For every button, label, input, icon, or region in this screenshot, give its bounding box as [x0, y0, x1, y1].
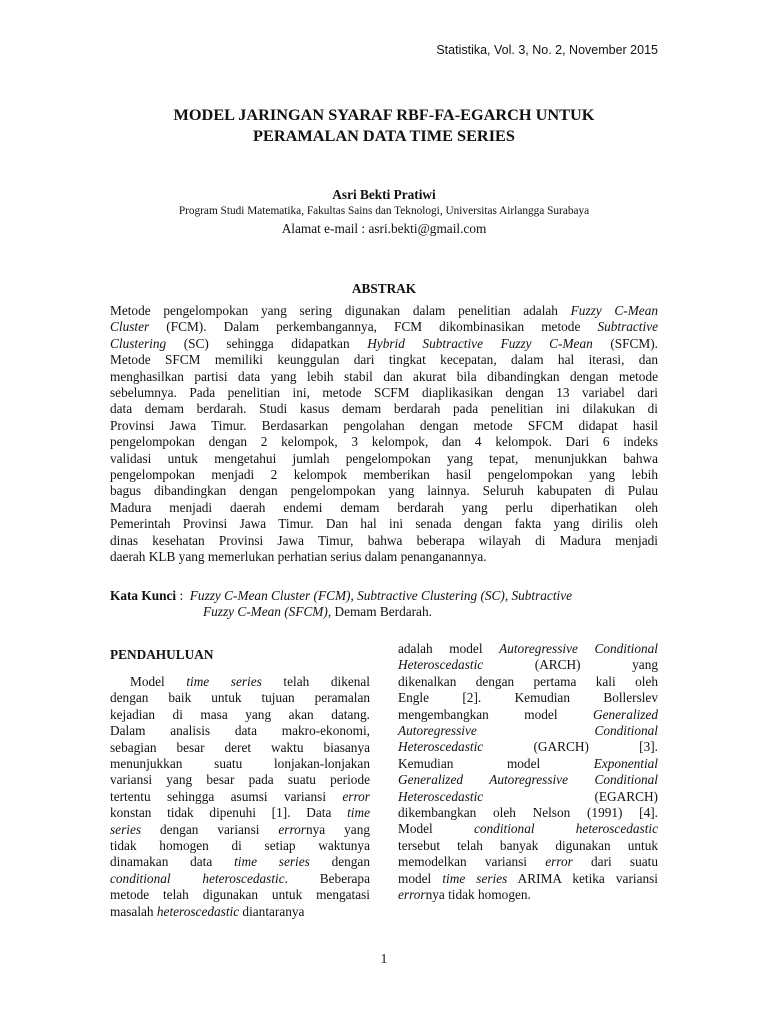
intro-right-line: mengembangkan model Generalized [398, 706, 658, 722]
abstract-line: sebelumnya. Pada penelitian ini, metode SCFM diaplikasikan dengan 13 variabel dari [110, 385, 658, 401]
abstract-heading: ABSTRAK [351, 281, 417, 296]
author-affiliation: Program Studi Matematika, Fakultas Sains dan Teknologi, Universitas Airlangga Surabaya [178, 205, 590, 217]
intro-left-line: variansi yang besar pada suatu periode [110, 772, 370, 788]
intro-left-line: masalah heteroscedastic diantaranya [110, 903, 305, 919]
keywords [110, 588, 658, 621]
intro-right-line: errornya tidak homogen. [398, 887, 531, 903]
intro-right-line: memodelkan variansi error dari suatu [398, 854, 658, 870]
intro-right-line: Autoregressive Conditional [398, 723, 658, 739]
intro-right-line: model time series ARIMA ketika variansi [398, 870, 658, 886]
intro-left-line: dinamakan data time series dengan [110, 854, 370, 870]
keywords-colon: : [176, 588, 187, 603]
intro-left-line: sebagian besar deret waktu biasanya [110, 739, 370, 755]
intro-left-line: series dengan variansi errornya yang [110, 821, 371, 837]
abstract-line: Cluster (FCM). Dalam perkembangannya, FCM dikombinasikan metode Subtractive [110, 319, 658, 335]
intro-left-line: menunjukkan suatu lonjakan-lonjakan [110, 756, 370, 772]
journal-header: Statistika, Vol. 3, No. 2, November 2015 [436, 43, 658, 57]
abstract-line: pengelompokan dengan 2 kelompok, 3 kelompok, dan 4 kelompok. Dari 6 indeks [110, 434, 658, 450]
page-number: 1 [380, 951, 388, 966]
abstract-line: validasi untuk mengetahui jumlah pengelompokan yang tepat, menunjukkan bahwa [110, 450, 658, 466]
abstract-line: data demam berdarah. Studi kasus demam berdarah pada penelitian ini dilakukan di [110, 401, 658, 417]
abstract-body [110, 303, 658, 566]
keywords-label: Kata Kunci [110, 588, 177, 603]
intro-right-line: adalah model Autoregressive Conditional [398, 641, 658, 656]
intro-left-line: tidak homogen di setiap waktunya [110, 838, 370, 854]
title-line-2: PERAMALAN DATA TIME SERIES [253, 126, 515, 145]
intro-right-line: tersebut telah banyak digunakan untuk [398, 837, 658, 853]
intro-right-line: Engle [2]. Kemudian Bollerslev [398, 690, 658, 706]
intro-right-line: Kemudian model Exponential [398, 755, 658, 771]
abstract-line: pengelompokan menjadi 2 kelompok memberikan hasil pengelompokan yang lebih [110, 467, 658, 483]
intro-left-column [110, 674, 370, 920]
abstract-line: bagus dibandingkan dengan pengelompokan yang lainnya. Seluruh kabupaten di Pulau [110, 483, 658, 499]
intro-right-line: Generalized Autoregressive Conditional [398, 772, 658, 788]
intro-left-line: Dalam analisis data makro-ekonomi, [110, 723, 370, 739]
intro-right-line: dikembangkan oleh Nelson (1991) [4]. [398, 805, 658, 821]
paper-title [110, 104, 658, 146]
author-name: Asri Bekti Pratiwi [332, 187, 436, 202]
intro-right-column [398, 641, 658, 904]
section-heading-pendahuluan: PENDAHULUAN [110, 647, 214, 662]
abstract-line: Pemerintah Provinsi Jawa Timur. Dan hal ini senada dengan fakta yang dirilis oleh [110, 516, 658, 532]
intro-left-line: Model time series telah dikenal [130, 674, 370, 689]
author-email: Alamat e-mail : asri.bekti@gmail.com [281, 221, 487, 236]
abstract-line: Metode SFCM memiliki keunggulan dari tingkat kecepatan, dalam hal iterasi, dan [110, 352, 658, 368]
intro-right-line: dikenalkan dengan pertama kali oleh [398, 673, 658, 689]
intro-left-line: dengan baik untuk tujuan peramalan [110, 690, 370, 706]
abstract-line: Madura menjadi daerah endemi demam berdarah yang perlu diperhatikan oleh [110, 499, 658, 515]
keywords-line-1: Fuzzy C-Mean Cluster (FCM), Subtractive Clustering (SC), Subtractive [189, 588, 573, 603]
intro-left-line: kejadian di masa yang akan datang. [110, 706, 370, 722]
abstract-line: Provinsi Jawa Timur. Berdasarkan pengolahan dengan metode SFCM didapat hasil [110, 417, 658, 433]
title-line-1: MODEL JARINGAN SYARAF RBF-FA-EGARCH UNTUK [173, 105, 595, 124]
intro-left-line: metode telah digunakan untuk mengatasi [110, 887, 370, 903]
keywords-line-2: Fuzzy C-Mean (SFCM), Demam Berdarah. [203, 604, 432, 620]
abstract-line: dinas kesehatan Provinsi Jawa Timur, bahwa beberapa wilayah di Madura menjadi [110, 532, 658, 548]
intro-left-line: tertentu sehingga asumsi variansi error [110, 788, 370, 804]
abstract-line: Clustering (SC) sehingga didapatkan Hybrid Subtractive Fuzzy C-Mean (SFCM). [110, 335, 658, 351]
intro-left-line: konstan tidak dipenuhi [1]. Data time [110, 805, 370, 821]
abstract-line: Metode pengelompokan yang sering digunakan dalam penelitian adalah Fuzzy C-Mean [110, 303, 658, 318]
intro-right-line: Heteroscedastic (EGARCH) [398, 788, 658, 804]
abstract-line: daerah KLB yang memerlukan perhatian serius dalam penanganannya. [110, 549, 487, 565]
abstract-line: menghasilkan partisi data yang lebih stabil dan akurat bila dibandingkan dengan metode [110, 368, 658, 384]
intro-right-line: Heteroscedastic (GARCH) [3]. [398, 739, 658, 755]
intro-right-line: Heteroscedastic (ARCH) yang [398, 657, 658, 673]
intro-right-line: Model conditional heteroscedastic [398, 821, 658, 837]
intro-left-line: conditional heteroscedastic. Beberapa [110, 870, 370, 886]
